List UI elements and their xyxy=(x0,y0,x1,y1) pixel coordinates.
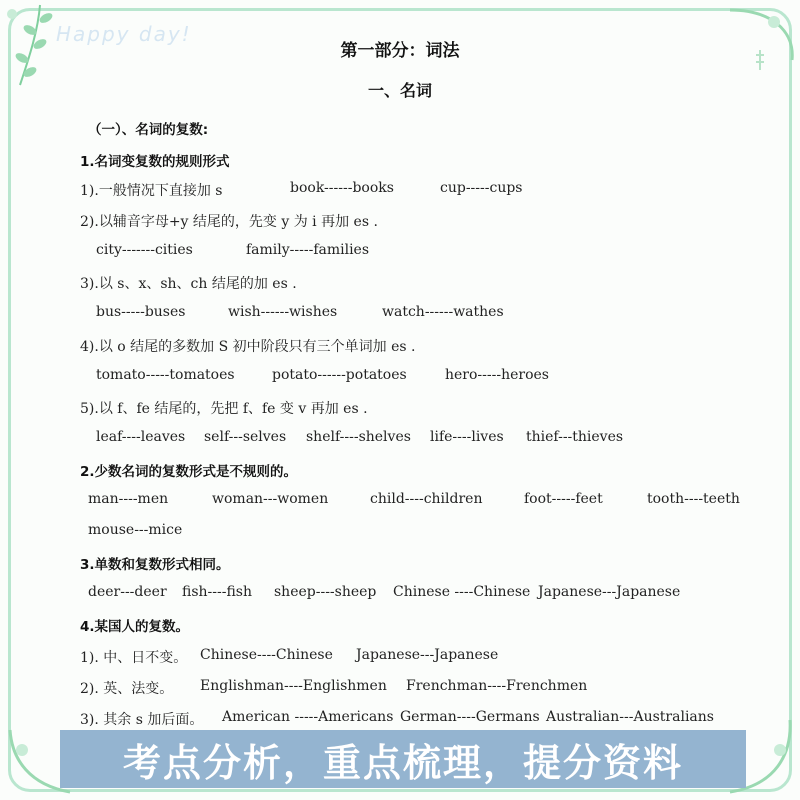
example-pair: Frenchman----Frenchmen xyxy=(406,678,588,694)
rule-text: 5).以 f、fe 结尾的，先把 f、fe 变 v 再加 es . xyxy=(80,401,368,417)
example-pair: German----Germans xyxy=(400,709,540,725)
example-pair: Australian---Australians xyxy=(546,709,714,725)
example-pair: Japanese---Japanese xyxy=(538,584,681,600)
example-pair: city-------cities xyxy=(96,242,193,258)
banner-text: 考点分析，重点梳理，提分资料 xyxy=(122,740,683,785)
example-pair: bus-----buses xyxy=(96,304,186,320)
example-pair: thief---thieves xyxy=(526,429,624,445)
example-pair: self---selves xyxy=(204,429,287,445)
rule-heading: 2.少数名词的复数形式是不规则的。 xyxy=(80,464,298,480)
example-pair: watch------wathes xyxy=(382,304,504,320)
example-pair: man----men xyxy=(88,491,169,507)
rule-text: 1).一般情况下直接加 s xyxy=(80,183,223,199)
happy-day-decoration: Happy day! xyxy=(56,22,192,46)
example-pair: sheep----sheep xyxy=(274,584,377,600)
rule-text: 2).以辅音字母+y 结尾的，先变 y 为 i 再加 es . xyxy=(80,214,378,230)
rule-heading: 1.名词变复数的规则形式 xyxy=(80,154,230,170)
page-title: 第一部分：词法 xyxy=(340,41,460,61)
example-pair: potato------potatoes xyxy=(272,367,407,383)
example-pair: foot-----feet xyxy=(524,491,603,507)
example-pair: shelf----shelves xyxy=(306,429,411,445)
rule-heading: 4.某国人的复数。 xyxy=(80,619,190,635)
example-pair: Chinese ----Chinese xyxy=(393,584,531,600)
example-pair: family-----families xyxy=(246,242,370,258)
example-pair: fish----fish xyxy=(182,584,252,600)
section-heading: （一）、名词的复数: xyxy=(88,122,209,138)
example-pair: wish------wishes xyxy=(228,304,338,320)
rule-text: 1). 中、日不变。 xyxy=(80,650,188,666)
example-pair: child----children xyxy=(370,491,483,507)
example-pair: Japanese---Japanese xyxy=(356,647,499,663)
example-pair: Chinese----Chinese xyxy=(200,647,333,663)
rule-text: 3). 其余 s 加后面。 xyxy=(80,712,204,728)
example-pair: tooth----teeth xyxy=(647,491,740,507)
rule-heading: 3.单数和复数形式相同。 xyxy=(80,557,230,573)
example-pair: leaf----leaves xyxy=(96,429,186,445)
example-pair: cup-----cups xyxy=(440,180,523,196)
example-pair: book------books xyxy=(290,180,394,196)
rule-text: 2). 英、法变。 xyxy=(80,681,174,697)
example-pair: mouse---mice xyxy=(88,522,183,538)
section-title: 一、名词 xyxy=(367,81,432,100)
example-pair: woman---women xyxy=(212,491,329,507)
example-pair: American -----Americans xyxy=(222,709,394,725)
example-pair: tomato-----tomatoes xyxy=(96,367,235,383)
rule-text: 3).以 s、x、sh、ch 结尾的加 es . xyxy=(80,276,297,292)
example-pair: life----lives xyxy=(430,429,504,445)
example-pair: Englishman----Englishmen xyxy=(200,678,387,694)
rule-text: 4).以 o 结尾的多数加 S 初中阶段只有三个单词加 es . xyxy=(80,339,416,355)
example-pair: deer---deer xyxy=(88,584,167,600)
example-pair: hero-----heroes xyxy=(445,367,549,383)
promo-banner xyxy=(60,730,746,788)
